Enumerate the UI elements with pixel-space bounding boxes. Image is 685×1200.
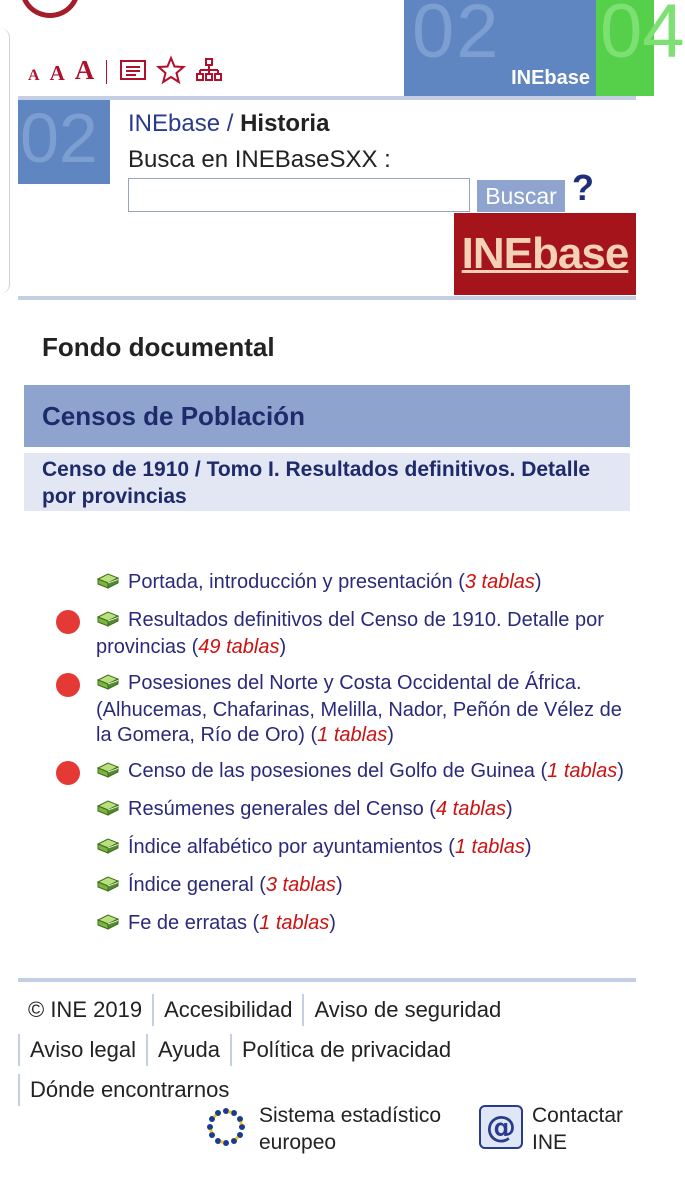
page-subtitle: Censo de 1910 / Tomo I. Resultados definitivos. Detalle por provincias	[24, 453, 630, 511]
search-divider	[18, 296, 636, 300]
breadcrumb-link-inebase[interactable]: INEbase	[128, 110, 221, 137]
document-title[interactable]: Posesiones del Norte y Costa Occidental de África. (Alhucemas, Chafarinas, Melilla, Nador, Peñón de Vélez de la Gomera, Río de Oro)	[96, 672, 622, 746]
font-size-large-button[interactable]: A	[74, 55, 95, 85]
breadcrumb-current: Historia	[240, 110, 330, 137]
red-marker	[56, 761, 80, 785]
book-icon	[96, 797, 120, 824]
document-title[interactable]: Portada, introducción y presentación	[128, 571, 453, 593]
table-count[interactable]: 1 tablas	[547, 760, 618, 782]
table-count[interactable]: 1 tablas	[259, 912, 330, 934]
document-item[interactable]: Resúmenes generales del Censo (4 tablas)	[96, 797, 636, 824]
header-divider	[18, 96, 636, 100]
table-count[interactable]: 3 tablas	[464, 571, 535, 593]
breadcrumb-separator: /	[220, 110, 241, 137]
document-title[interactable]: Censo de las posesiones del Golfo de Guinea	[128, 760, 535, 782]
contact-text-line2: INE	[532, 1131, 568, 1154]
footer-divider	[18, 978, 636, 982]
inebase-logo[interactable]	[454, 213, 636, 295]
svg-text:@: @	[486, 1109, 516, 1145]
ine-logo-fragment[interactable]	[20, 0, 80, 18]
toolbar-divider	[106, 60, 107, 84]
document-title[interactable]: Fe de erratas	[128, 912, 247, 934]
footer-link-aviso-legal[interactable]: Aviso legal	[18, 1034, 146, 1066]
table-count[interactable]: 3 tablas	[265, 874, 336, 896]
favorite-star-icon[interactable]	[157, 56, 185, 84]
table-count[interactable]: 49 tablas	[198, 636, 280, 658]
document-list	[96, 570, 636, 949]
section-number-box	[18, 100, 110, 184]
eu-text-line2: europeo	[259, 1131, 337, 1154]
book-icon	[96, 608, 120, 635]
footer-row	[18, 990, 636, 1030]
next-tab[interactable]	[596, 0, 685, 96]
red-marker	[56, 673, 80, 697]
print-icon[interactable]	[119, 56, 147, 84]
document-item[interactable]: Índice general (3 tablas)	[96, 873, 636, 900]
document-title[interactable]: Índice alfabético por ayuntamientos	[128, 836, 443, 858]
book-icon	[96, 671, 120, 698]
book-icon	[96, 570, 120, 597]
document-title[interactable]: Resultados definitivos del Censo de 1910. Detalle por provincias	[96, 609, 604, 658]
section-title: Fondo documental	[42, 332, 275, 362]
footer-link-ayuda[interactable]: Ayuda	[146, 1034, 230, 1066]
document-item[interactable]: Resultados definitivos del Censo de 1910. Detalle por provincias (49 tablas)	[96, 608, 636, 660]
tab-label: INEbase	[511, 67, 590, 89]
document-item[interactable]: Posesiones del Norte y Costa Occidental de África. (Alhucemas, Chafarinas, Melilla, Nador, Peñón de Vélez de la Gomera, Río de Oro) (1 tablas)	[96, 671, 636, 748]
search-label: Busca en INEBaseSXX :	[128, 146, 391, 173]
footer-links	[18, 990, 636, 1110]
table-count[interactable]: 1 tablas	[317, 724, 388, 746]
contact-link[interactable]	[478, 1102, 623, 1156]
red-marker	[56, 610, 80, 634]
section-number: 02	[20, 99, 98, 177]
tab-number: 02	[412, 0, 501, 74]
category-title: Censos de Población	[24, 385, 630, 447]
document-item[interactable]: Portada, introducción y presentación (3 tablas)	[96, 570, 636, 597]
footer-link-aviso-seguridad[interactable]: Aviso de seguridad	[302, 994, 511, 1026]
contact-text-line1: Contactar	[532, 1104, 624, 1127]
copyright: © INE 2019	[28, 997, 143, 1022]
font-size-medium-button[interactable]: A	[49, 61, 65, 85]
book-icon	[96, 911, 120, 938]
document-title[interactable]: Resúmenes generales del Censo	[128, 798, 424, 820]
book-icon	[96, 873, 120, 900]
search-button[interactable]: Buscar	[477, 180, 565, 212]
side-drawer-edge[interactable]	[0, 28, 10, 294]
book-icon	[96, 759, 120, 786]
document-item[interactable]: Fe de erratas (1 tablas)	[96, 911, 636, 938]
email-at-icon	[478, 1104, 524, 1155]
footer-row	[18, 1030, 636, 1070]
inebase-logo-text: INEbase	[461, 229, 629, 278]
book-icon	[96, 835, 120, 862]
eu-statistics-link[interactable]	[205, 1102, 441, 1156]
font-size-small-button[interactable]: A	[28, 67, 40, 84]
top-header	[0, 0, 685, 96]
eu-stars-icon	[205, 1106, 247, 1153]
table-count[interactable]: 4 tablas	[435, 798, 507, 820]
next-tab-number: 04	[600, 0, 685, 74]
eu-text-line1: Sistema estadístico	[259, 1104, 442, 1127]
breadcrumb	[128, 110, 329, 138]
help-icon[interactable]: ?	[572, 167, 594, 208]
table-count[interactable]: 1 tablas	[454, 836, 525, 858]
footer-link-privacidad[interactable]: Política de privacidad	[230, 1034, 461, 1066]
footer-link-accesibilidad[interactable]: Accesibilidad	[152, 994, 302, 1026]
accessibility-toolbar	[28, 56, 223, 84]
search-input[interactable]	[128, 178, 470, 212]
document-item[interactable]: Índice alfabético por ayuntamientos (1 tablas)	[96, 835, 636, 862]
document-item[interactable]: Censo de las posesiones del Golfo de Guinea (1 tablas)	[96, 759, 636, 786]
sitemap-icon[interactable]	[195, 56, 223, 84]
inebase-tab[interactable]	[404, 0, 596, 96]
footer-link-donde[interactable]: Dónde encontrarnos	[18, 1074, 239, 1106]
document-title[interactable]: Índice general	[128, 874, 254, 896]
